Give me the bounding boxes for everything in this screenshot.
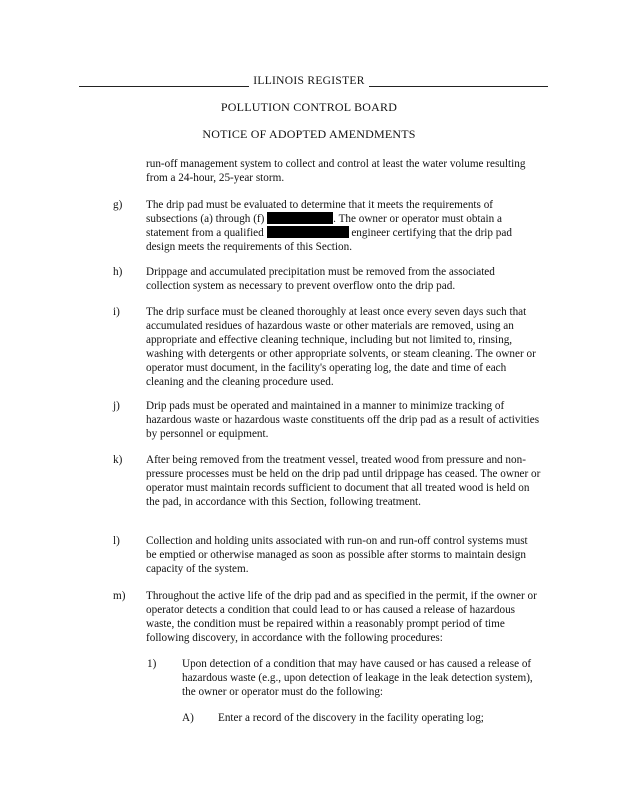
continuation-paragraph: run-off management system to collect and control at least the water volume resulting from a 24-hour, 25-year storm. (146, 158, 526, 184)
notice-title: NOTICE OF ADOPTED AMENDMENTS (202, 127, 416, 141)
item-k-paragraph: After being removed from the treatment vessel, treated wood from pressure and non-pressure processes must be held on the drip pad until drippage has ceased. The owner or operator must maintain records sufficient to document that all treated wood is held on the pad, in accordance with this Section, following treatment. (146, 454, 541, 508)
item-h-paragraph: Drippage and accumulated precipitation must be removed from the associated collection system as necessary to prevent overflow onto the drip pad. (146, 266, 495, 292)
redaction-block (267, 212, 333, 224)
item-m1-paragraph: Upon detection of a condition that may have caused or has caused a release of hazardous waste (e.g., upon detection of leakage in the leak detection system), the owner or operator must do the following: (182, 658, 533, 698)
item-i-label: i) (113, 306, 120, 318)
item-g-label: g) (113, 199, 123, 211)
item-m1-label: 1) (147, 658, 157, 670)
item-m-label: m) (113, 590, 126, 602)
item-i-paragraph: The drip surface must be cleaned thoroughly at least once every seven days such that accumulated residues of hazardous waste or other materials are removed, using an appropriate and effective cleaning technique, including but not limited to, rinsing, washing with detergents or other appropriate solvents, or steam cleaning. The owner or operator must document, in the facility's operating log, the date and time of each cleaning and the cleaning procedure used. (146, 306, 536, 388)
register-title: ILLINOIS REGISTER (0, 74, 618, 88)
item-l-paragraph: Collection and holding units associated with run-on and run-off control systems must be emptied or otherwise managed as soon as possible after storms to maintain design capacity of the system. (146, 535, 528, 575)
item-j-paragraph: Drip pads must be operated and maintained in a manner to minimize tracking of hazardous waste or hazardous waste constituents off the drip pad as a result of activities by personnel or equipment. (146, 400, 540, 440)
item-k-label: k) (113, 454, 123, 466)
item-j-label: j) (113, 400, 120, 412)
agency-name: POLLUTION CONTROL BOARD (220, 100, 398, 114)
item-h-label: h) (113, 266, 123, 278)
redaction-block (267, 226, 349, 238)
item-g-text-2: . The owner or operator must obtain a statement from a qualified (146, 213, 502, 239)
item-g-text-3: engineer certifying that the drip pad design meets the requirements of this Section. (146, 227, 512, 253)
item-m-paragraph: Throughout the active life of the drip pad and as specified in the permit, if the owner or operator detects a condition that could lead to or has caused a release of hazardous waste, the condition must be repaired within a reasonably prompt period of time following discovery, in accordance with the following procedures: (146, 590, 537, 644)
item-l-label: l) (113, 535, 120, 547)
item-g-text-1: The drip pad must be evaluated to determine that it meets the requirements of subsections (a) through (f) (146, 199, 494, 225)
item-g-paragraph (146, 198, 541, 254)
item-mA-paragraph: Enter a record of the discovery in the facility operating log; (218, 712, 484, 724)
item-mA-label: A) (182, 712, 194, 724)
